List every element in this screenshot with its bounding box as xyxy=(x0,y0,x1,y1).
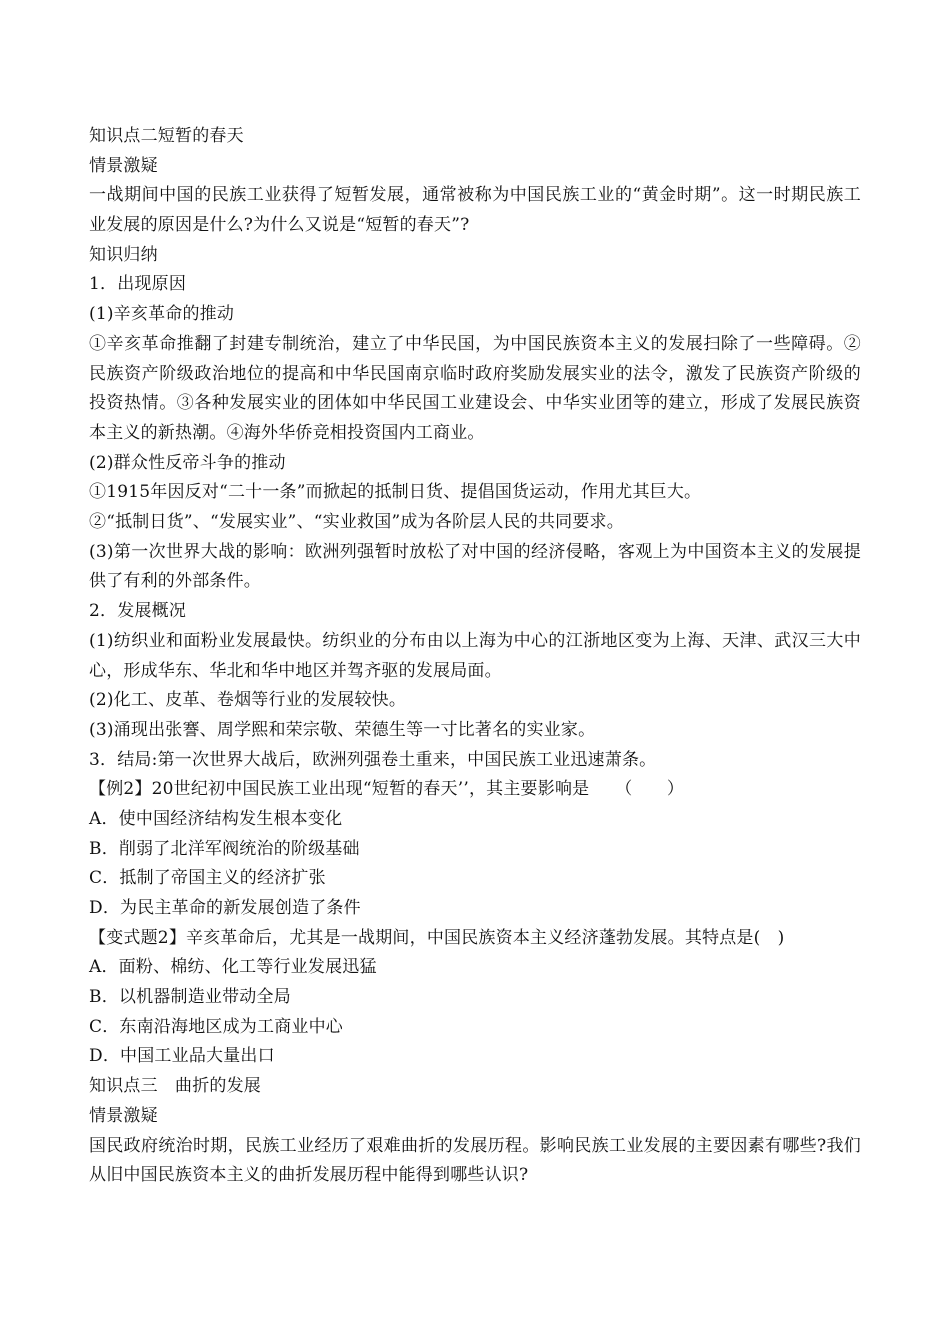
overview-item: (1)纺织业和面粉业发展最快。纺织业的分布由以上海为中心的江浙地区变为上海、天津、武汉三大中心，形成华东、华北和华中地区并驾齐驱的发展局面。 xyxy=(89,630,861,681)
cause2-item: ①1915年因反对“二十一条”而掀起的抵制日货、提倡国货运动，作用尤其巨大。 xyxy=(89,482,702,503)
variant-option: B．以机器制造业带动全局 xyxy=(89,987,291,1008)
overview-item: (2)化工、皮革、卷烟等行业的发展较快。 xyxy=(89,690,407,711)
scenario-heading: 情景激疑 xyxy=(89,1105,158,1126)
scenario-text: 一战期间中国的民族工业获得了短暂发展，通常被称为中国民族工业的“黄金时期”。这一时期民族工业发展的原因是什么?为什么又说是“短暂的春天”? xyxy=(89,185,861,236)
outcome-text: 3．结局:第一次世界大战后，欧洲列强卷土重来，中国民族工业迅速萧条。 xyxy=(89,749,657,770)
section-title: 知识点二短暂的春天 xyxy=(89,126,244,146)
variant-option: A．面粉、棉纺、化工等行业发展迅猛 xyxy=(89,957,377,978)
example-option: A．使中国经济结构发生根本变化 xyxy=(89,808,343,829)
overview-heading: 2．发展概况 xyxy=(89,601,187,622)
example-option: B．削弱了北洋军阀统治的阶级基础 xyxy=(89,838,360,859)
scenario-heading: 情景激疑 xyxy=(89,155,158,176)
cause1-text: ①辛亥革命推翻了封建专制统治，建立了中华民国，为中国民族资本主义的发展扫除了一些障碍。②民族资产阶级政治地位的提高和中华民国南京临时政府奖励发展实业的法令，激发了民族资产阶级的投资热情。③各种发展实业的团体如中华民国工业建设会、中华实业团等的建立，形成了发展民族资本主义的新热潮。④海外华侨竞相投资国内工商业。 xyxy=(89,333,861,443)
summary-heading: 知识归纳 xyxy=(89,244,158,265)
variant-option: C．东南沿海地区成为工商业中心 xyxy=(89,1016,344,1037)
variant-option: D．中国工业品大量出口 xyxy=(89,1046,275,1067)
document-page xyxy=(89,122,861,1191)
scenario-text: 国民政府统治时期，民族工业经历了艰难曲折的发展历程。影响民族工业发展的主要因素有哪些?我们从旧中国民族资本主义的曲折发展历程中能得到哪些认识? xyxy=(89,1135,861,1186)
cause1-heading: (1)辛亥革命的推动 xyxy=(89,304,235,325)
example-option: D．为民主革命的新发展创造了条件 xyxy=(89,898,361,919)
cause2-item: ②“抵制日货”、“发展实业”、“实业救国”成为各阶层人民的共同要求。 xyxy=(89,512,624,533)
example-question: 【例2】20世纪初中国民族工业出现“短暂的春天’’，其主要影响是 （ ） xyxy=(89,779,685,800)
variant-question: 【变式题2】辛亥革命后，尤其是一战期间，中国民族资本主义经济蓬勃发展。其特点是( ) xyxy=(89,927,785,948)
section-title: 知识点三 曲折的发展 xyxy=(89,1076,261,1097)
cause2-heading: (2)群众性反帝斗争的推动 xyxy=(89,452,286,473)
example-option: C．抵制了帝国主义的经济扩张 xyxy=(89,868,326,889)
cause3-text: (3)第一次世界大战的影响：欧洲列强暂时放松了对中国的经济侵略，客观上为中国资本主义的发展提供了有利的外部条件。 xyxy=(89,541,861,592)
cause-heading: 1．出现原因 xyxy=(89,274,187,295)
overview-item: (3)涌现出张謇、周学熙和荣宗敬、荣德生等一寸比著名的实业家。 xyxy=(89,719,596,740)
